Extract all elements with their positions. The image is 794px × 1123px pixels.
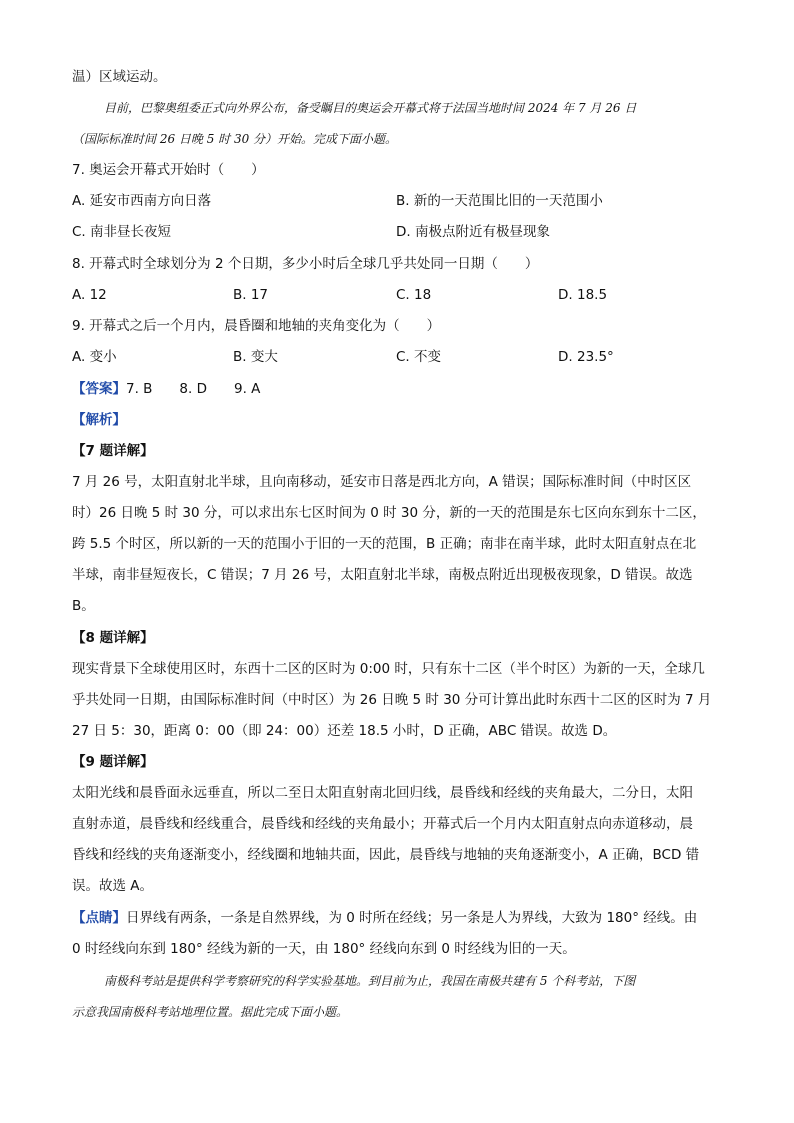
tip-label: 【点睛】: [72, 910, 126, 926]
answer-line: [72, 379, 260, 399]
question-7-option-a: A. 延安市西南方向日落: [72, 193, 212, 209]
question-7-stem: 7. 奥运会开幕式开始时（ ）: [72, 162, 265, 178]
answer-text: 7. B 8. D 9. A: [126, 381, 261, 397]
detail-9-line: 昏线和经线的夹角逐渐变小，经线圈和地轴共面，因此，晨昏线与地轴的夹角逐渐变小，A 正确，BCD 错: [72, 847, 700, 863]
detail-7-line: 7 月 26 号，太阳直射北半球，且向南移动，延安市日落是西北方向，A 错误；国际标准时间（中时区区: [72, 474, 692, 490]
detail-8-label: 【8 题详解】: [72, 630, 154, 646]
question-8-option-d: D. 18.5: [558, 287, 608, 303]
question-8-stem: 8. 开幕式时全球划分为 2 个日期，多少小时后全球几乎共处同一日期（ ）: [72, 256, 539, 272]
top-fragment: 温）区域运动。: [72, 69, 167, 85]
detail-9-line: 误。故选 A。: [72, 878, 154, 894]
detail-7-line: 半球，南非昼短夜长，C 错误；7 月 26 号，太阳直射北半球，南极点附近出现极夜现象，D 错误。故选: [72, 567, 693, 583]
question-9-option-d: D. 23.5°: [558, 349, 614, 365]
detail-9-line: 直射赤道，晨昏线和经线重合，晨昏线和经线的夹角最小；开幕式后一个月内太阳直射点向赤道移动，晨: [72, 816, 693, 832]
detail-9-label: 【9 题详解】: [72, 754, 154, 770]
intro-paragraph-line-2: （国际标准时间 26 日晚 5 时 30 分）开始。完成下面小题。: [72, 132, 398, 146]
question-9-option-c: C. 不变: [396, 349, 442, 365]
intro-paragraph-line-1: 目前，巴黎奥组委正式向外界公布，备受瞩目的奥运会开幕式将于法国当地时间 2024 年 7 月 26 日: [104, 101, 637, 115]
question-8-option-b: B. 17: [233, 287, 269, 303]
question-9-stem: 9. 开幕式之后一个月内，晨昏圈和地轴的夹角变化为（ ）: [72, 318, 441, 334]
question-9-option-b: B. 变大: [233, 349, 278, 365]
detail-7-label: 【7 题详解】: [72, 443, 154, 459]
detail-7-line: 时）26 日晚 5 时 30 分，可以求出东七区时间为 0 时 30 分，新的一天的范围是东七区向东到东十二区，: [72, 505, 706, 521]
question-9-option-a: A. 变小: [72, 349, 117, 365]
tip-line-2: 0 时经线向东到 180° 经线为新的一天，由 180° 经线向东到 0 时经线为旧的一天。: [72, 941, 576, 957]
next-intro-line-2: 示意我国南极科考站地理位置。据此完成下面小题。: [72, 1005, 349, 1019]
question-7-option-c: C. 南非昼长夜短: [72, 224, 172, 240]
question-7-option-b: B. 新的一天范围比旧的一天范围小: [396, 193, 603, 209]
next-intro-line-1: 南极科考站是提供科学考察研究的科学实验基地。到目前为止，我国在南极共建有 5 个科考站，下图: [104, 974, 636, 988]
tip-line-1: [72, 908, 697, 928]
detail-9-line: 太阳光线和晨昏面永远垂直，所以二至日太阳直射南北回归线，晨昏线和经线的夹角最大，二分日，太阳: [72, 785, 693, 801]
answer-label: 【答案】: [72, 381, 126, 397]
analysis-label: 【解析】: [72, 412, 126, 428]
detail-8-line: 27 日 5：30，距离 0：00（即 24：00）还差 18.5 小时，D 正确，ABC 错误。故选 D。: [72, 723, 617, 739]
detail-8-line: 乎共处同一日期，由国际标准时间（中时区）为 26 日晚 5 时 30 分可计算出此时东西十二区的区时为 7 月: [72, 692, 712, 708]
detail-7-line: B。: [72, 598, 95, 614]
detail-7-line: 跨 5.5 个时区，所以新的一天的范围小于旧的一天的范围，B 正确；南非在南半球，此时太阳直射点在北: [72, 536, 697, 552]
tip-text: 日界线有两条，一条是自然界线，为 0 时所在经线；另一条是人为界线，大致为 180° 经线。由: [126, 910, 698, 926]
question-7-option-d: D. 南极点附近有极昼现象: [396, 224, 550, 240]
detail-8-line: 现实背景下全球使用区时，东西十二区的区时为 0:00 时，只有东十二区（半个时区）为新的一天，全球几: [72, 661, 705, 677]
question-8-option-c: C. 18: [396, 287, 432, 303]
question-8-option-a: A. 12: [72, 287, 107, 303]
